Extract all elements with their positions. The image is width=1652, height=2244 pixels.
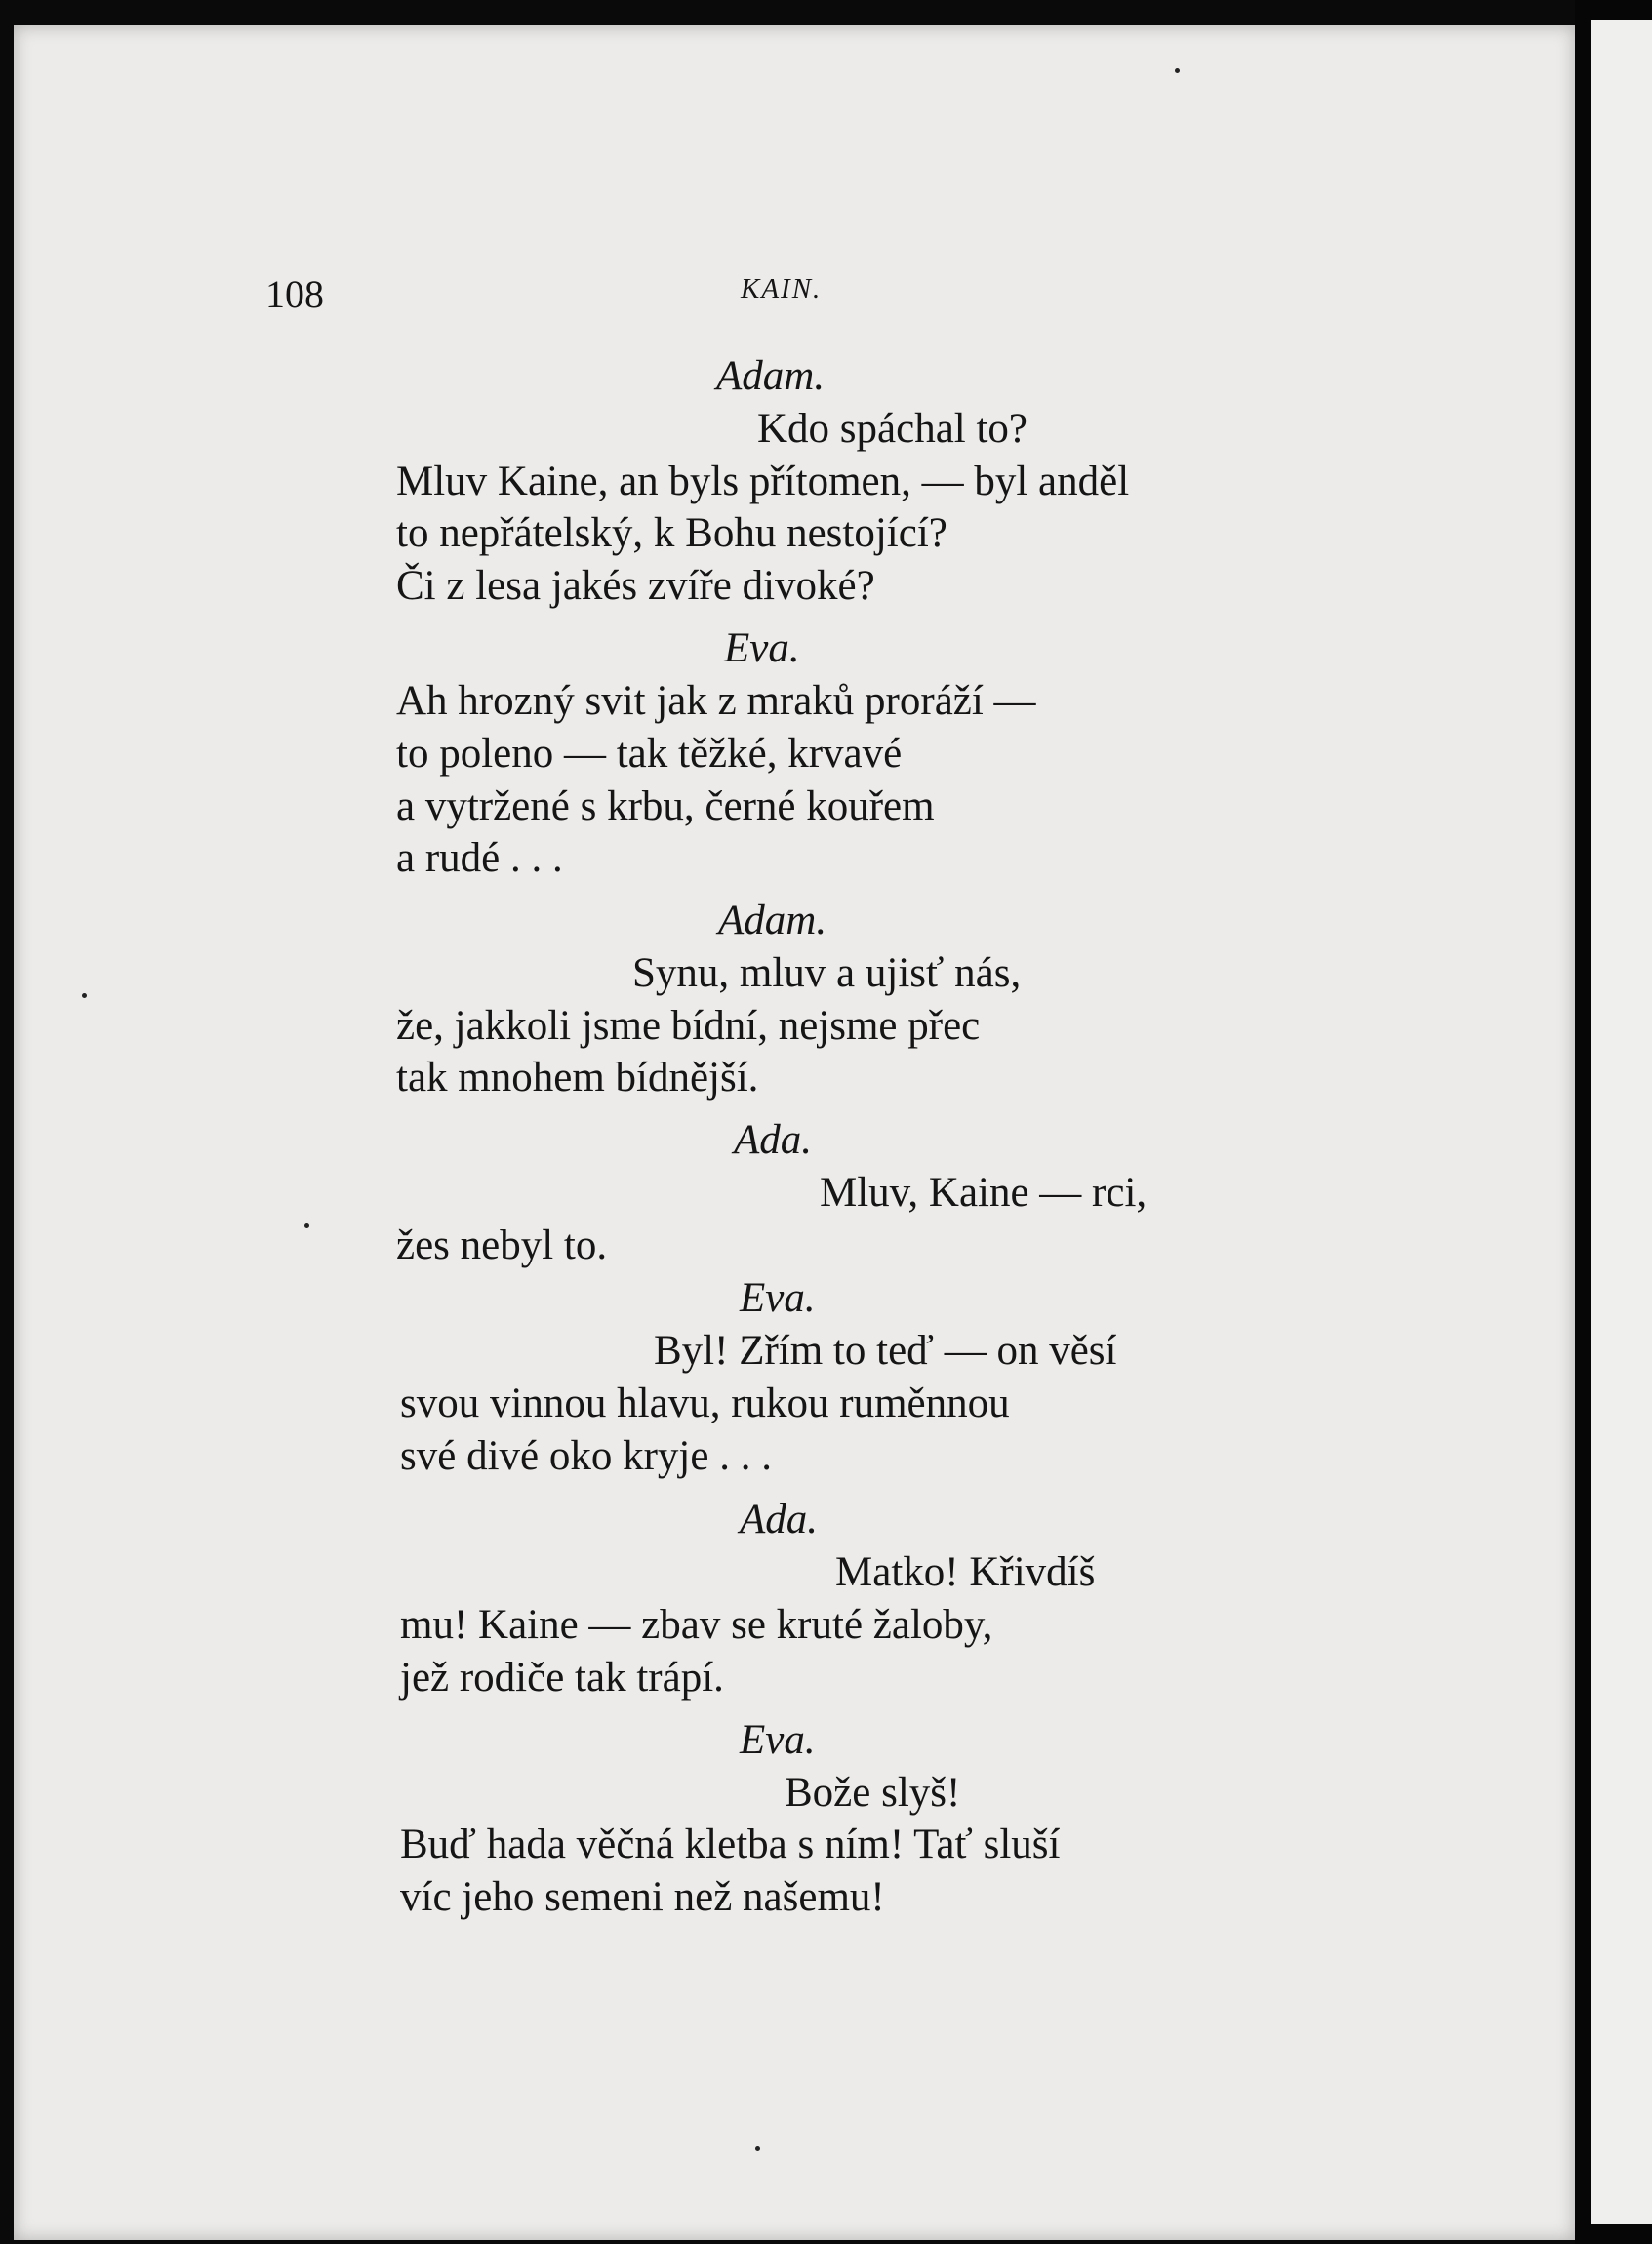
speaker-name: Adam.: [718, 898, 827, 943]
speaker-name: Adam.: [716, 353, 826, 399]
verse-line: tak mnohem bídnější.: [396, 1055, 759, 1101]
running-header: [14, 260, 1575, 318]
verse-line: Ah hrozný svit jak z mraků proráží —: [396, 678, 1036, 724]
verse-line: jež rodiče tak trápí.: [400, 1655, 724, 1701]
verse-line: víc jeho semeni než našemu!: [400, 1874, 885, 1920]
verse-line: Bože slyš!: [785, 1770, 961, 1816]
speaker-name: Eva.: [740, 1717, 816, 1763]
verse-line: Byl! Zřím to teď — on věsí: [654, 1328, 1117, 1374]
verse-line: že, jakkoli jsme bídní, nejsme přec: [396, 1003, 981, 1049]
verse-line: a vytržené s krbu, černé kouřem: [396, 783, 935, 829]
book-page: [14, 25, 1575, 2240]
verse-line: Matko! Křivdíš: [835, 1549, 1096, 1595]
speaker-name: Eva.: [724, 625, 800, 671]
verse-line: své divé oko kryje . . .: [400, 1433, 772, 1479]
verse-line: svou vinnou hlavu, rukou ruměnnou: [400, 1381, 1010, 1426]
running-title: KAIN.: [741, 273, 823, 304]
verse-line: Buď hada věčná kletba s ním! Tať sluší: [400, 1822, 1061, 1867]
page-number: 108: [265, 272, 324, 316]
verse-line: Či z lesa jakés zvíře divoké?: [396, 563, 875, 609]
speaker-name: Ada.: [740, 1497, 819, 1543]
ink-speck: [1175, 68, 1180, 73]
speaker-name: Eva.: [740, 1275, 816, 1321]
facing-page-edge: [1591, 20, 1652, 2224]
ink-speck: [755, 2146, 760, 2151]
verse-line: žes nebyl to.: [396, 1222, 608, 1268]
verse-line: mu! Kaine — zbav se kruté žaloby,: [400, 1602, 993, 1648]
verse-line: Synu, mluv a ujisť nás,: [632, 950, 1022, 996]
ink-speck: [304, 1223, 309, 1228]
verse-line: Mluv Kaine, an byls přítomen, — byl anděl: [396, 459, 1130, 504]
ink-speck: [82, 993, 87, 998]
verse-line: Mluv, Kaine — rci,: [820, 1170, 1148, 1216]
speaker-name: Ada.: [734, 1117, 813, 1163]
verse-line: to nepřátelský, k Bohu nestojící?: [396, 510, 947, 556]
verse-line: a rudé . . .: [396, 835, 563, 881]
verse-line: to poleno — tak těžké, krvavé: [396, 731, 903, 777]
verse-line: Kdo spáchal to?: [757, 406, 1028, 452]
